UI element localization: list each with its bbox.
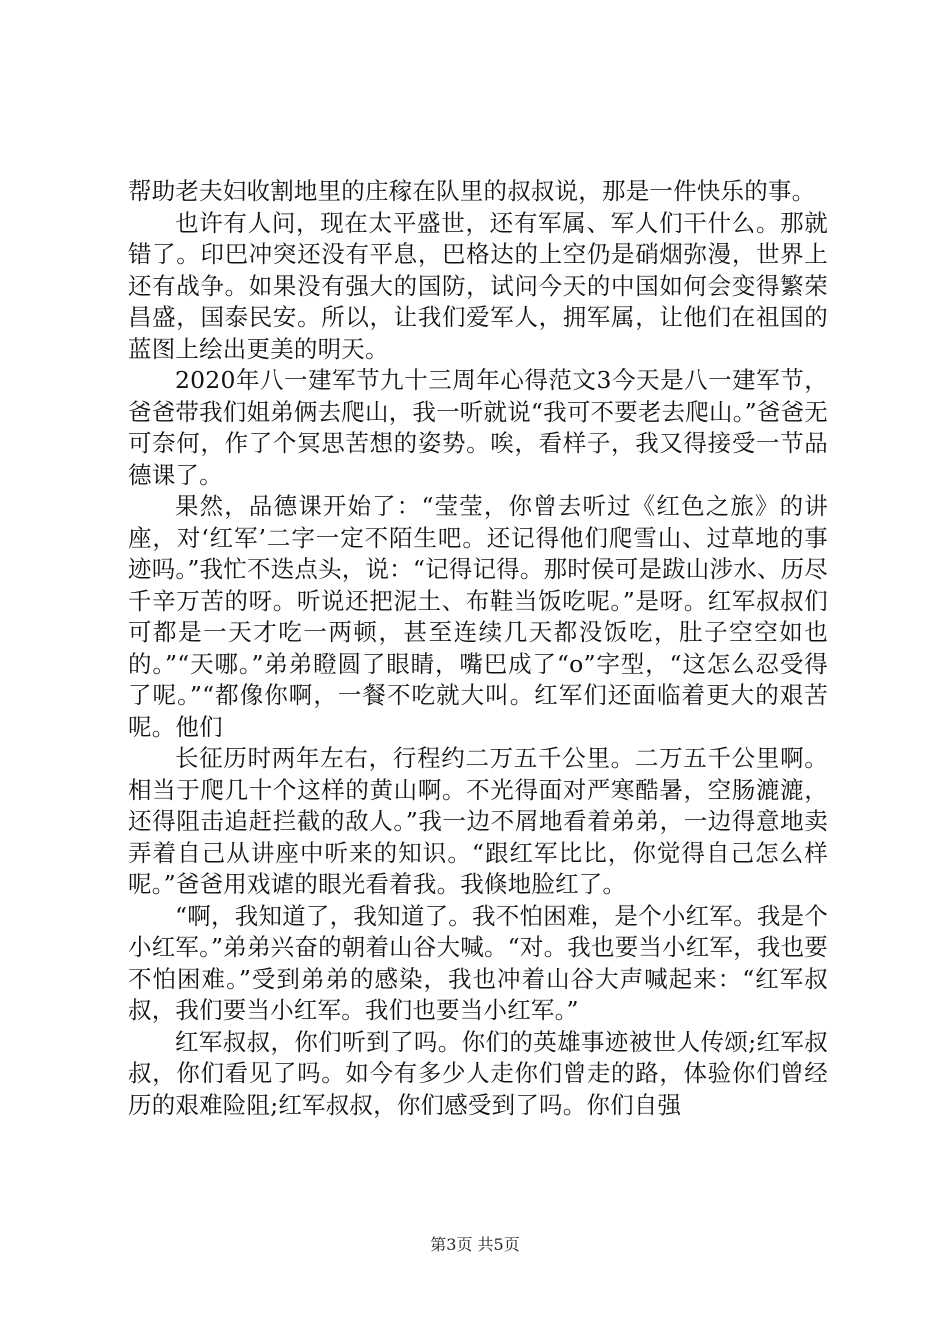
paragraph-1: 帮助老夫妇收割地里的庄稼在队里的叔叔说，那是一件快乐的事。 [128,177,816,205]
paragraph-7: 红军叔叔，你们听到了吗。你们的英雄事迹被世人传颂;红军叔叔，你们看见了吗。如今有多少人走你们曾走的路，体验你们曾经历的艰难险阻;红军叔叔，你们感受到了吗。你们自强 [128,1027,828,1119]
paragraph-3: 2020年八一建军节九十三周年心得范文3今天是八一建军节，爸爸带我们姐弟俩去爬山，我一听就说“我可不要老去爬山。”爸爸无可奈何，作了个冥思苦想的姿势。唉，看样子，我又得接受一节品德课了。 [128,366,828,489]
page-footer: 第3页 共5页 [430,1235,520,1254]
paragraph-6: “啊，我知道了，我知道了。我不怕困难，是个小红军。我是个小红军。”弟弟兴奋的朝着山谷大喊。“对。我也要当小红军，我也要不怕困难。”受到弟弟的感染，我也冲着山谷大声喊起来：“红军叔叔，我们要当小红军。我们也要当小红军。” [128,901,828,1024]
paragraph-2: 也许有人问，现在太平盛世，还有军属、军人们干什么。那就错了。印巴冲突还没有平息，巴格达的上空仍是硝烟弥漫，世界上还有战争。如果没有强大的国防，试问今天的中国如何会变得繁荣昌盛，国泰民安。所以，让我们爱军人，拥军属，让他们在祖国的蓝图上绘出更美的明天。 [128,208,828,363]
document-body [128,176,828,1121]
paragraph-4: 果然，品德课开始了：“莹莹，你曾去听过《红色之旅》的讲座，对‘红军’二字一定不陌生吧。还记得他们爬雪山、过草地的事迹吗。”我忙不迭点头，说：“记得记得。那时侯可是跋山涉水、历尽千辛万苦的呀。听说还把泥土、布鞋当饭吃呢。”是呀。红军叔叔们可都是一天才吃一两顿，甚至连续几天都没饭吃，肚子空空如也的。”“天哪。”弟弟瞪圆了眼睛，嘴巴成了“o”字型，“这怎么忍受得了呢。”“都像你啊，一餐不吃就大叫。红军们还面临着更大的艰苦呢。他们 [128,492,828,741]
paragraph-5: 长征历时两年左右，行程约二万五千公里。二万五千公里啊。相当于爬几十个这样的黄山啊。不光得面对严寒酷暑，空肠漉漉，还得阻击追赶拦截的敌人。”我一边不屑地看着弟弟，一边得意地卖弄着自己从讲座中听来的知识。“跟红军比比，你觉得自己怎么样呢。”爸爸用戏谑的眼光看着我。我倏地脸红了。 [128,744,828,898]
